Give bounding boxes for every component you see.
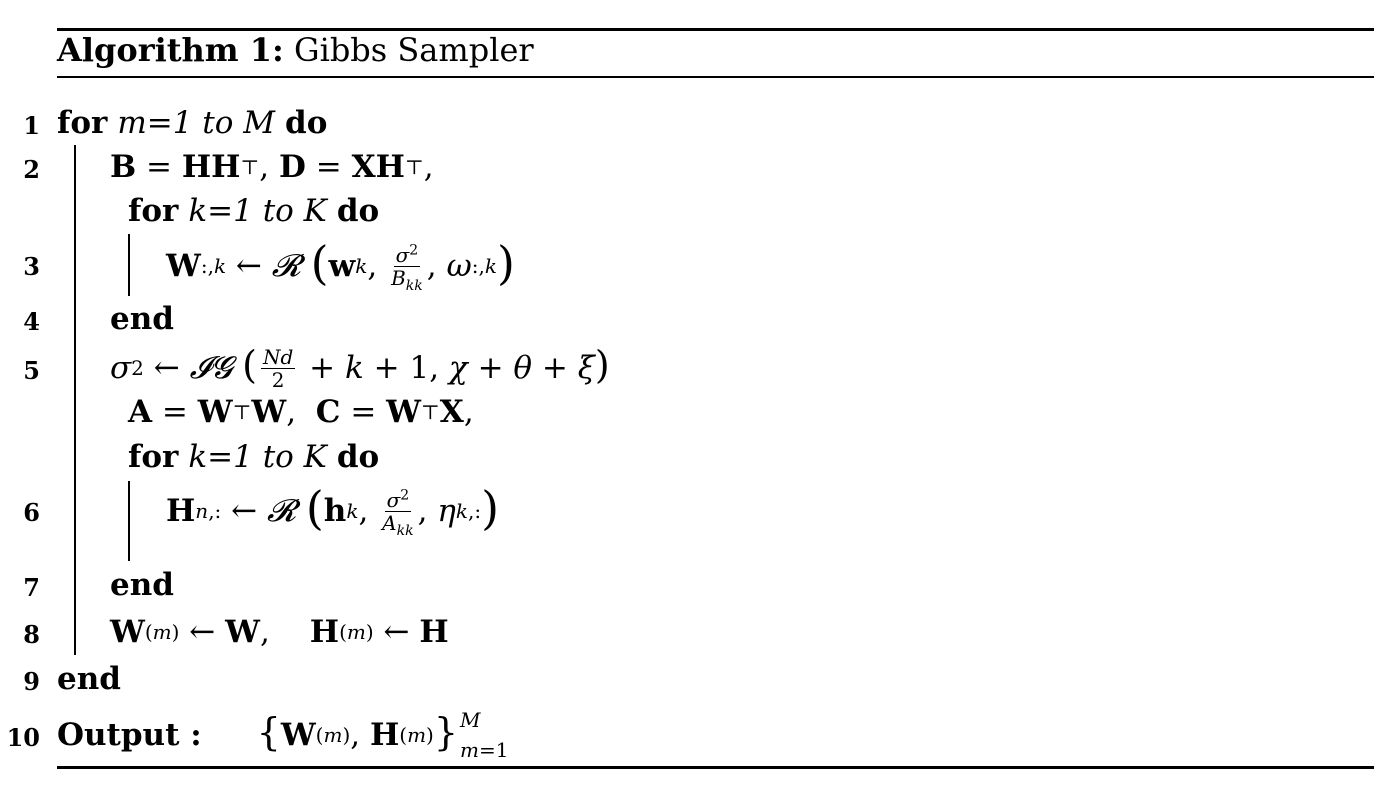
algorithm-caption bbox=[57, 30, 534, 70]
inner-for-1 bbox=[128, 190, 379, 232]
inner-loop-bar-2 bbox=[128, 481, 130, 561]
line-number-4: 4 bbox=[23, 307, 40, 336]
line-number-7: 7 bbox=[23, 573, 40, 602]
line-9-end bbox=[57, 658, 121, 700]
line-number-2: 2 bbox=[23, 155, 40, 184]
line-number-1: 1 bbox=[23, 111, 40, 140]
line-10-output: Output : { W (m) , H (m) } M m=1 bbox=[57, 708, 509, 762]
inner-loop-range: k=1 to K bbox=[188, 439, 327, 475]
for-keyword: for bbox=[128, 193, 179, 229]
line-4-end bbox=[110, 298, 174, 340]
line-5-update-sigma: σ 2 ← 𝓘𝓖 ( $\frac{Nd}{2}$ + k + 1, χ + θ + ξ ) bbox=[110, 343, 610, 392]
algorithm-label: Algorithm 1: bbox=[57, 31, 284, 69]
line-8-store-samples: W (m) ← W , H (m) ← H bbox=[110, 614, 449, 650]
end-keyword: end bbox=[110, 301, 174, 337]
line-3-update-W: W :,k ← 𝓡 ( w k , $\frac{\sigma^2}{B_{kk}}$ , ω :,k ) bbox=[166, 236, 515, 294]
inner-for-2 bbox=[128, 436, 379, 478]
bottom-rule bbox=[57, 766, 1374, 769]
line-assign-AC: A = W ⊤ W , C = W ⊤ X , bbox=[128, 394, 474, 430]
line-number-10: 10 bbox=[6, 723, 40, 752]
inner-loop-bar-1 bbox=[128, 234, 130, 296]
end-keyword: end bbox=[110, 567, 174, 603]
end-keyword: end bbox=[57, 661, 121, 697]
algorithm-title: Gibbs Sampler bbox=[294, 31, 534, 69]
do-keyword: do bbox=[336, 193, 380, 229]
output-keyword: Output : bbox=[57, 717, 202, 753]
outer-loop-range: m=1 to M bbox=[117, 105, 276, 141]
caption-rule bbox=[57, 76, 1374, 78]
inner-loop-range: k=1 to K bbox=[188, 193, 327, 229]
line-1-for bbox=[57, 102, 327, 144]
outer-loop-bar bbox=[74, 145, 76, 655]
line-number-8: 8 bbox=[23, 620, 40, 649]
line-7-end bbox=[110, 564, 174, 606]
line-number-6: 6 bbox=[23, 498, 40, 527]
line-6-update-H: H n,: ← 𝓡 ( h k , $\frac{\sigma^2}{A_{kk}}$ , η k,: ) bbox=[166, 481, 500, 539]
line-number-5: 5 bbox=[23, 356, 40, 385]
line-number-3: 3 bbox=[23, 252, 40, 281]
line-number-9: 9 bbox=[23, 667, 40, 696]
line-2-assign-BD: B = HH ⊤ , D = XH ⊤ , bbox=[110, 149, 434, 185]
do-keyword: do bbox=[336, 439, 380, 475]
for-keyword: for bbox=[57, 105, 108, 141]
for-keyword: for bbox=[128, 439, 179, 475]
do-keyword: do bbox=[285, 105, 328, 141]
